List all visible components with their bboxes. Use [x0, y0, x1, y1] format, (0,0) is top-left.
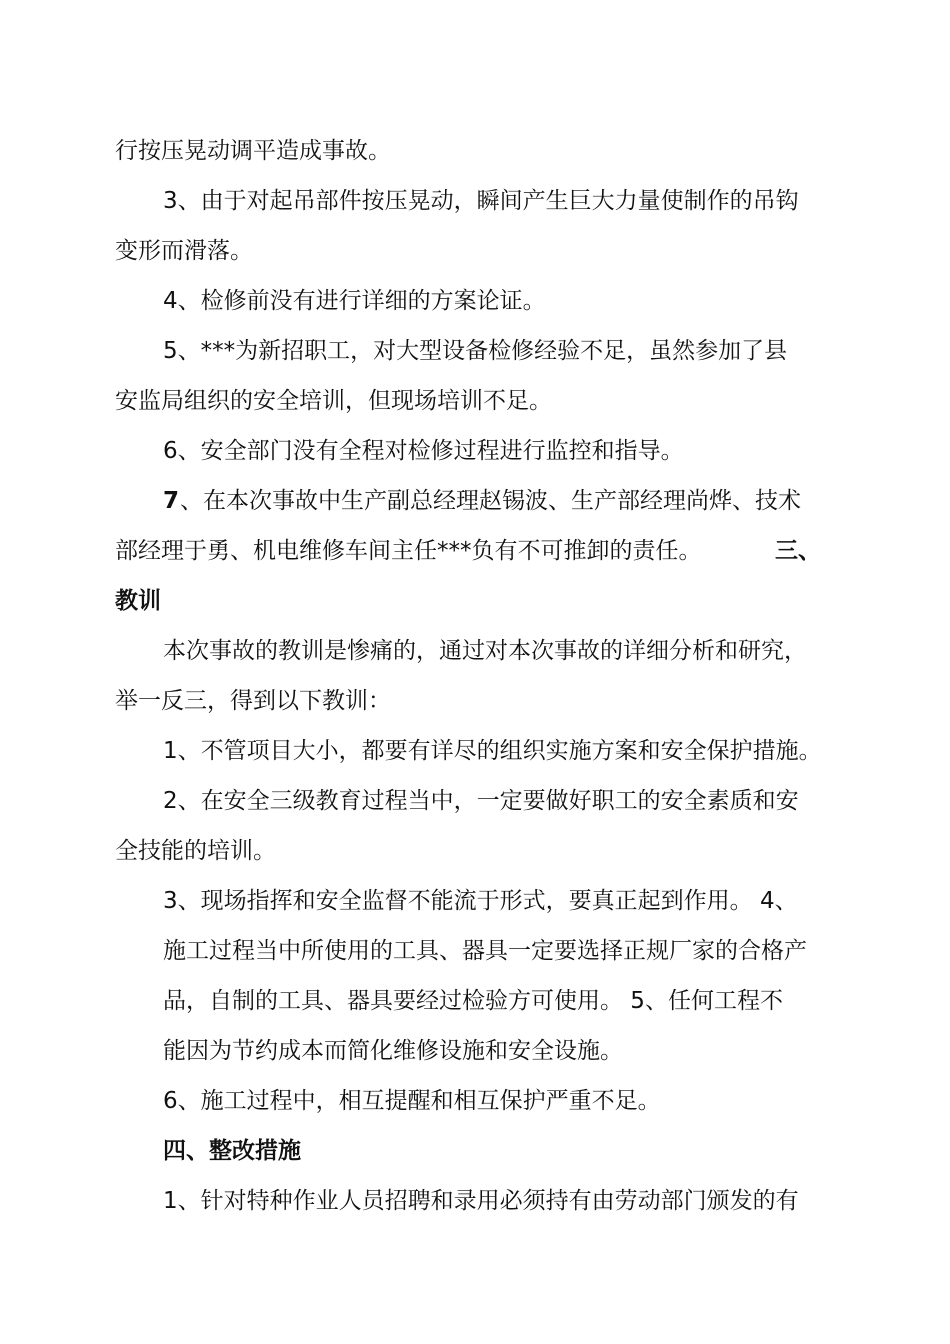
text-line: 3、现场指挥和安全监督不能流于形式，要真正起到作用。 4、	[163, 888, 798, 914]
text-line: 5、***为新招职工，对大型设备检修经验不足，虽然参加了县	[163, 338, 788, 364]
text-line: 1、不管项目大小，都要有详尽的组织实施方案和安全保护措施。	[163, 738, 822, 764]
text-line: 3、由于对起吊部件按压晃动，瞬间产生巨大力量使制作的吊钩	[163, 188, 799, 214]
section-heading-number: 三、	[775, 538, 821, 564]
text-line: 1、针对特种作业人员招聘和录用必须持有由劳动部门颁发的有	[163, 1188, 799, 1214]
text-line: 6、安全部门没有全程对检修过程进行监控和指导。	[163, 438, 684, 464]
section-heading: 四、整改措施	[163, 1138, 301, 1164]
text-line: 品，自制的工具、器具要经过检验方可使用。 5、任何工程不	[163, 988, 783, 1014]
section-heading: 教训	[115, 588, 161, 614]
text-line: 6、施工过程中，相互提醒和相互保护严重不足。	[163, 1088, 661, 1114]
text-line: 变形而滑落。	[115, 238, 253, 264]
text-line: 举一反三，得到以下教训：	[115, 688, 391, 714]
text-line: 能因为节约成本而简化维修设施和安全设施。	[163, 1038, 623, 1064]
text-line: 安监局组织的安全培训，但现场培训不足。	[115, 388, 552, 414]
text-line: 4、检修前没有进行详细的方案论证。	[163, 288, 546, 314]
text-line: 施工过程当中所使用的工具、器具一定要选择正规厂家的合格产	[163, 938, 807, 964]
text-line: 本次事故的教训是惨痛的，通过对本次事故的详细分析和研究，	[163, 638, 807, 664]
text-line: 、在本次事故中生产副总经理赵锡波、生产部经理尚烨、技术	[180, 488, 801, 514]
text-line: 行按压晃动调平造成事故。	[115, 138, 391, 164]
text-line: 2、在安全三级教育过程当中，一定要做好职工的安全素质和安	[163, 788, 799, 814]
list-number-seven: 7	[163, 488, 180, 514]
text-line: 部经理于勇、机电维修车间主任***负有不可推卸的责任。	[115, 538, 702, 564]
text-line: 全技能的培训。	[115, 838, 276, 864]
